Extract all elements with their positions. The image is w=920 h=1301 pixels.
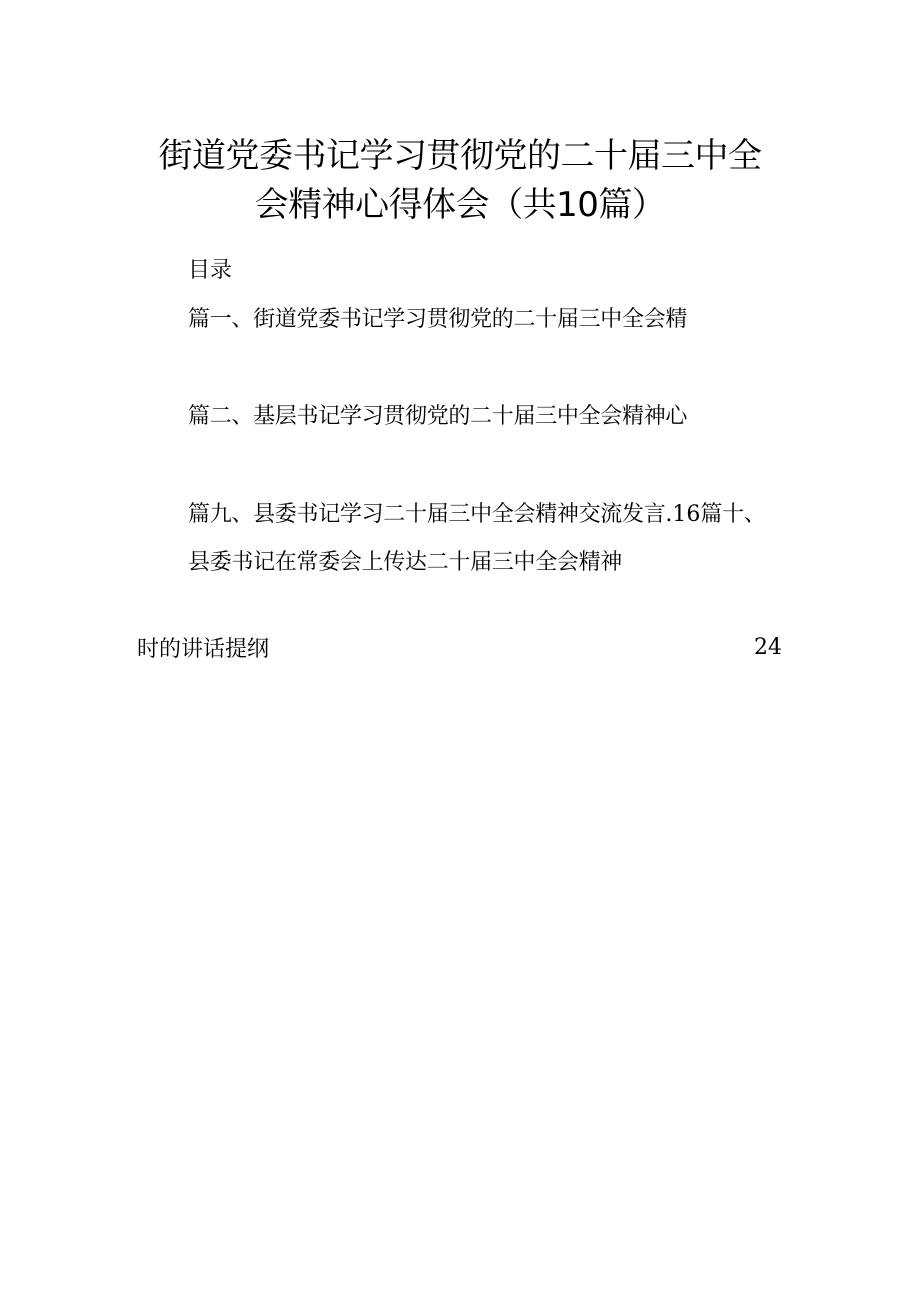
toc-item-2: 篇二、基层书记学习贯彻党的二十届三中全会精神心 <box>188 404 688 429</box>
toc-item-1: 篇一、街道党委书记学习贯彻党的二十届三中全会精 <box>188 307 688 332</box>
title-line-2: 会精神心得体会（共10篇） <box>254 185 666 225</box>
toc-item-10-text: 县委书记在常委会上传达二十届三中全会精神 <box>188 550 623 575</box>
toc-item-10-prefix: 篇十、 <box>700 502 766 527</box>
title-line-1: 街道党委书记学习贯彻党的二十届三中全 <box>158 136 762 176</box>
document-title <box>0 132 920 229</box>
toc-item-3-text: 篇九、县委书记学习二十届三中全会精神交流发言 <box>188 502 666 527</box>
toc-heading: 目录 <box>188 258 233 283</box>
toc-item-3-page-number: .16 <box>665 502 701 527</box>
toc-item-3 <box>188 500 766 530</box>
toc-item-10-continuation: 时的讲话提纲 <box>137 637 270 662</box>
toc-item-10-page-number: 24 <box>754 635 782 660</box>
